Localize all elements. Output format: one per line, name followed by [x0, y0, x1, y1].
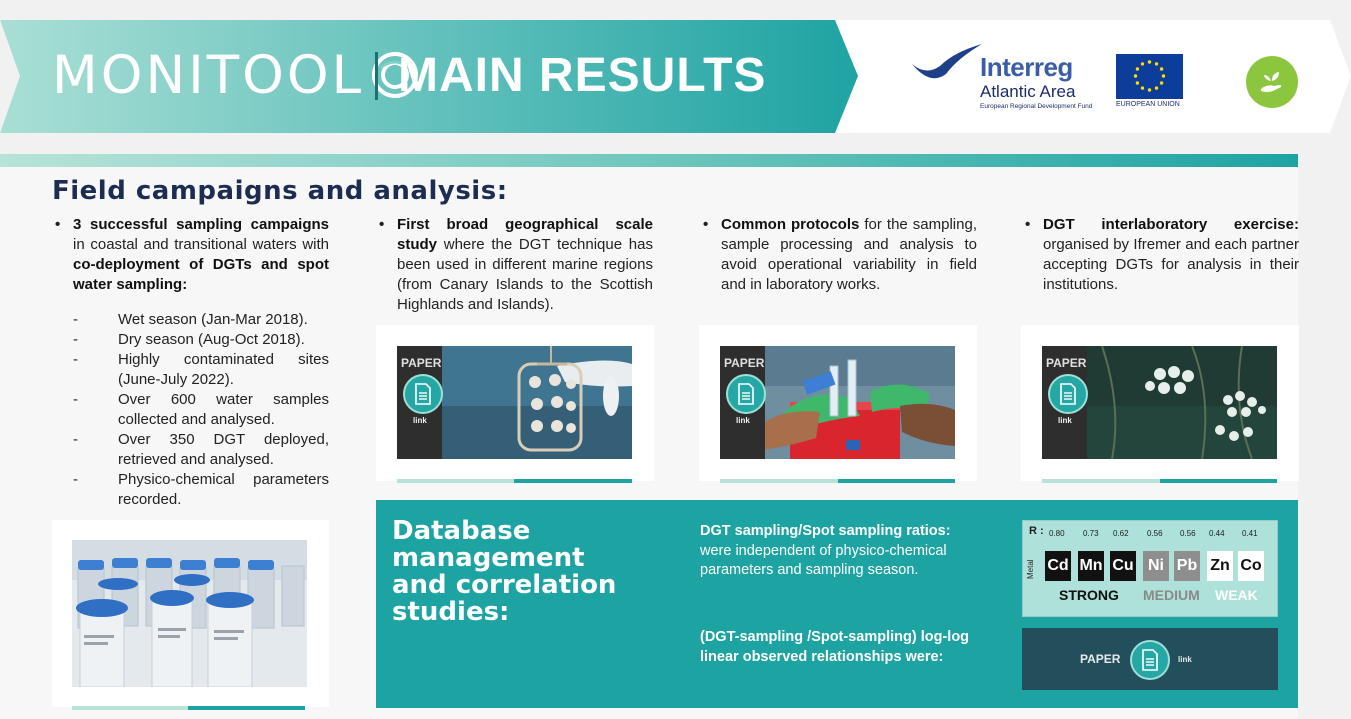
col1-lead-text: in coastal and transitional waters with [73, 236, 329, 253]
paper-card-geography [376, 325, 654, 481]
metal-ni: Ni [1143, 551, 1169, 581]
interreg-fund: European Regional Development Fund [980, 103, 1093, 110]
database-panel [376, 500, 1298, 708]
eu-label: EUROPEAN UNION [1116, 101, 1180, 108]
paper-strip[interactable] [1042, 346, 1087, 459]
metal-axis-label: Metal [1026, 559, 1035, 579]
campaign-list [73, 310, 329, 510]
card-underbar [514, 479, 632, 483]
relationships-text: (DGT-sampling /Spot-sampling) log-log linear observed relationships were: [700, 629, 970, 665]
col1-lead-bold: 3 successful sampling campaigns [73, 216, 329, 233]
r-value: 0.62 [1113, 529, 1129, 538]
database-title: Database management and correlation studies: [392, 516, 617, 627]
paper-link[interactable]: link [736, 416, 750, 425]
brand-name: MONITOOL [52, 44, 365, 106]
paper-link[interactable]: link [413, 416, 427, 425]
paper-label: PAPER [1080, 652, 1121, 666]
metal-mn: Mn [1078, 551, 1104, 581]
list-item: - Dry season (Aug-Oct 2018). [73, 331, 305, 348]
column-geographical-study [379, 215, 653, 315]
col3-lead-bold: Common protocols [721, 216, 860, 233]
page-title: MAIN RESULTS [398, 49, 767, 102]
document-icon[interactable] [726, 374, 766, 414]
metal-cu: Cu [1110, 551, 1136, 581]
bullet: • [1025, 216, 1031, 233]
metal-correlation-table [1022, 520, 1278, 617]
paper-link[interactable]: link [1178, 655, 1192, 664]
paper-label: PAPER [1046, 356, 1087, 370]
column-sampling-campaigns [55, 215, 329, 295]
r-value: 0.56 [1180, 529, 1196, 538]
card-underbar [188, 706, 305, 710]
card-underbar [1160, 479, 1277, 483]
interreg-wave-icon [912, 42, 982, 87]
level-strong: STRONG [1059, 587, 1119, 603]
paper-strip[interactable] [397, 346, 442, 459]
column-interlaboratory [1025, 215, 1299, 295]
col2-lead-text: where the DGT technique has been used in different marine regions (from Canary Islands to the Scottish Highlands and Islands). [397, 236, 653, 313]
r-value: 0.44 [1209, 529, 1225, 538]
metal-cd: Cd [1045, 551, 1071, 581]
r-value: 0.80 [1049, 529, 1065, 538]
photo-dgt-underwater [1042, 346, 1277, 459]
section-top-bar [0, 154, 1298, 167]
col3-lead-text: for the sampling, sample processing and analysis to avoid operational variability in field and in laboratory works. [721, 216, 977, 293]
bullet: • [55, 216, 61, 233]
r-value: 0.41 [1242, 529, 1258, 538]
bullet: • [379, 216, 385, 233]
col2-lead-bold: First broad geographical scale study [397, 216, 653, 253]
level-weak: WEAK [1215, 587, 1258, 603]
metal-pb: Pb [1174, 551, 1200, 581]
card-underbar [838, 479, 955, 483]
bullet: • [703, 216, 709, 233]
paper-card-protocols [699, 325, 977, 481]
hand-plant-badge-icon [1246, 56, 1298, 108]
level-medium: MEDIUM [1143, 587, 1200, 603]
paper-label: PAPER [401, 356, 442, 370]
photo-dgt-cage [397, 346, 632, 459]
brand [52, 44, 420, 106]
interreg-area: Atlantic Area [980, 82, 1076, 101]
document-icon[interactable] [1048, 374, 1088, 414]
interreg-logo [912, 42, 1112, 114]
section-title: Field campaigns and analysis: [52, 176, 508, 206]
photo-lab-work [720, 346, 955, 459]
document-icon[interactable] [1130, 640, 1170, 680]
col4-lead-bold: DGT interlaboratory exercise: [1043, 216, 1299, 233]
interreg-name: Interreg [980, 52, 1073, 82]
list-item: - Physico-chemical parameters recorded. [73, 471, 329, 508]
metal-zn: Zn [1207, 551, 1233, 581]
list-item: - Over 600 water samples collected and analysed. [73, 391, 329, 428]
card-underbar [397, 479, 514, 483]
card-underbar [1042, 479, 1160, 483]
list-item: - Wet season (Jan-Mar 2018). [73, 311, 308, 328]
column-common-protocols [703, 215, 977, 295]
r-value: 0.73 [1083, 529, 1099, 538]
sample-bottles-card [52, 520, 329, 707]
paper-label: PAPER [724, 356, 765, 370]
eu-logo [1116, 54, 1184, 112]
document-icon[interactable] [403, 374, 443, 414]
card-underbar [72, 706, 188, 710]
paper-strip[interactable] [720, 346, 765, 459]
card-underbar [720, 479, 838, 483]
paper-link[interactable]: link [1058, 416, 1072, 425]
eu-flag-icon [1116, 54, 1183, 99]
r-value: 0.56 [1147, 529, 1163, 538]
list-item: - Over 350 DGT deployed, retrieved and analysed. [73, 431, 329, 468]
r-label: R : [1029, 525, 1044, 537]
ratios-text: DGT sampling/Spot sampling ratios: were independent of physico-chemical parameters and sampling season. [700, 523, 951, 578]
sample-bottles-photo [72, 540, 307, 687]
col1-lead-bold2: co-deployment of DGTs and spot water sampling: [73, 256, 329, 293]
list-item: - Highly contaminated sites (June-July 2022). [73, 351, 329, 388]
metal-co: Co [1238, 551, 1264, 581]
col4-lead-text: organised by Ifremer and each partner accepting DGTs for analysis in their institutions. [1043, 236, 1299, 293]
title-separator [375, 52, 378, 100]
paper-link-box[interactable] [1022, 628, 1278, 690]
paper-card-interlab [1021, 325, 1299, 481]
